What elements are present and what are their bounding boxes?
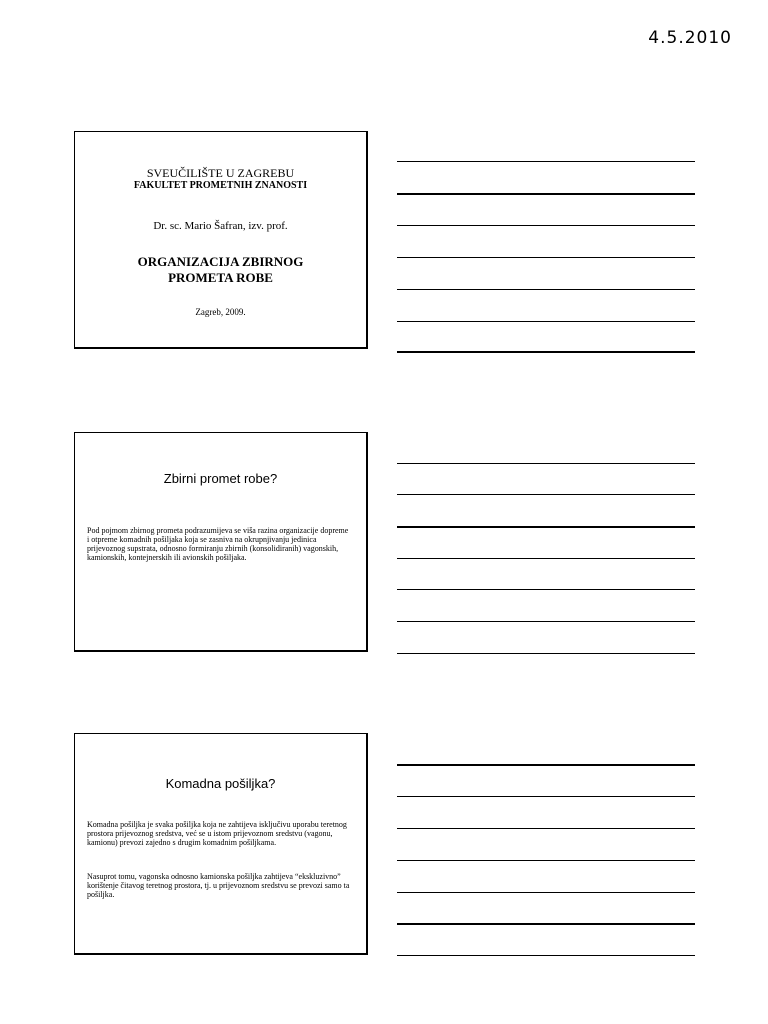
slide-body-paragraph-1: Komadna pošiljka je svaka pošiljka koja ne zahtijeva isključivu uporabu teretnog prostora prijevoznog sredstva, već se u istom prijevoznom sredstvu (vagonu, kamionu) prevozi zajedno s drugim komadnim pošiljkama.: [87, 820, 347, 847]
slide-heading: Komadna pošiljka?: [165, 776, 276, 791]
note-line: [397, 764, 695, 766]
note-line: [397, 463, 695, 464]
note-line: [397, 193, 695, 195]
note-line: [397, 161, 695, 162]
note-line: [397, 289, 695, 290]
note-line: [397, 653, 695, 654]
course-title-line-1: ORGANIZACIJA ZBIRNOG: [137, 254, 304, 269]
faculty-name: FAKULTET PROMETNIH ZNANOSTI: [133, 180, 308, 191]
note-line: [397, 257, 695, 258]
university-name: SVEUČILIŠTE U ZAGREBU: [146, 166, 295, 180]
page-date: 4.5.2010: [648, 28, 732, 48]
note-line: [397, 225, 695, 226]
course-title-line-2: PROMETA ROBE: [168, 270, 273, 285]
note-line: [397, 892, 695, 893]
slide-body-paragraph-2: Nasuprot tomu, vagonska odnosno kamionska pošiljka zahtijeva “ekskluzivno” korištenje čitavog teretnog prostora, tj. u prijevoznom sredstvu se prevozi samo ta pošiljka.: [87, 872, 350, 899]
note-line: [397, 494, 695, 495]
note-line: [397, 860, 695, 861]
note-line: [397, 828, 695, 829]
slide-zbirni-promet: [74, 432, 368, 652]
slide-body-text: Pod pojmom zbirnog prometa podrazumijeva se viša razina organizacije dopreme i otpreme komadnih pošiljaka koja se zasniva na okrupnjivanju jedinica prijevoznog supstrata, odnosno formiranju zbirnih (konsolidiranih) vagonskih, kamionskih, kontejnerskih ili avionskih pošiljaka.: [87, 526, 349, 562]
author-name: Dr. sc. Mario Šafran, izv. prof.: [153, 220, 288, 232]
note-line: [397, 621, 695, 622]
slide-heading: Zbirni promet robe?: [163, 471, 278, 486]
note-line: [397, 351, 695, 353]
note-line: [397, 955, 695, 956]
note-line: [397, 526, 695, 528]
note-line: [397, 796, 695, 797]
place-year: Zagreb, 2009.: [195, 307, 246, 317]
slide-komadna-posiljka: [74, 733, 368, 955]
note-line: [397, 321, 695, 322]
course-title: [75, 254, 366, 286]
slide-title: [74, 131, 368, 349]
note-line: [397, 589, 695, 590]
note-line: [397, 923, 695, 925]
note-line: [397, 558, 695, 559]
